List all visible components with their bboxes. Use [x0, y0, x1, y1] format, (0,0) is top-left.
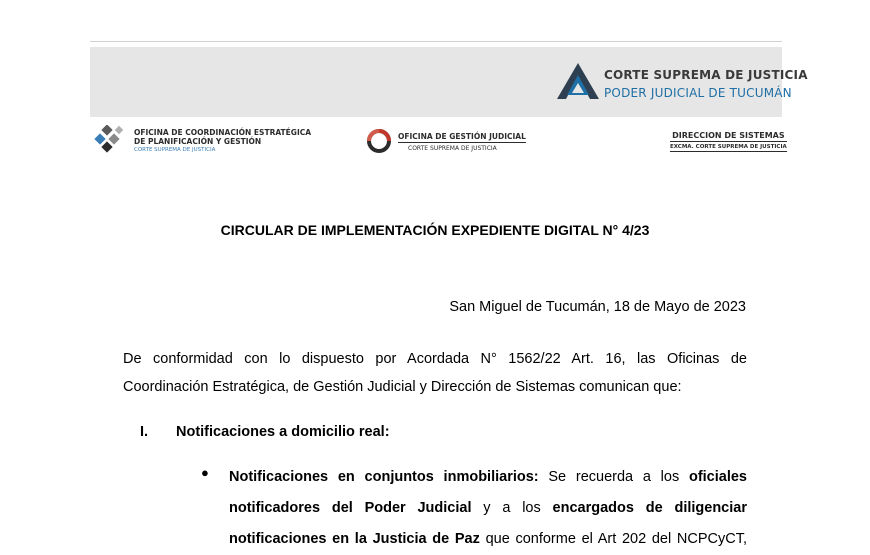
text: que conforme el Art 202 del NCPCyCT, [479, 531, 747, 547]
ocej-line3: CORTE SUPREMA DE JUSTICIA [134, 147, 216, 153]
bold-text: encargados de diligenciar [552, 500, 747, 516]
top-rule [90, 41, 782, 42]
court-name: CORTE SUPREMA DE JUSTICIA [604, 68, 808, 82]
ogj-line1: OFICINA DE GESTIÓN JUDICIAL [398, 132, 526, 141]
document-date: San Miguel de Tucumán, 18 de Mayo de 2023 [449, 299, 746, 315]
bold-text: notificaciones en la Justicia de Paz [229, 531, 480, 547]
section-number: I. [140, 424, 149, 440]
ds-underline [670, 151, 787, 152]
ocej-diamond-icon [94, 125, 126, 157]
intro-line-2: Coordinación Estratégica, de Gestión Judicial y Dirección de Sistemas comunican que: [123, 379, 682, 395]
ds-line2: EXCMA. CORTE SUPREMA DE JUSTICIA [670, 144, 787, 150]
bullet-line-1 [229, 462, 747, 493]
ocej-line1: OFICINA DE COORDINACIÓN ESTRATÉGICA [134, 128, 312, 137]
ds-line1: DIRECCION DE SISTEMAS [670, 131, 787, 142]
ogj-line2: CORTE SUPREMA DE JUSTICIA [408, 145, 497, 152]
court-triangle-logo-icon [555, 61, 601, 101]
letterhead-band [90, 47, 808, 117]
bullet-line-2 [229, 493, 747, 524]
intro-line-1: De conformidad con lo dispuesto por Acordada N° 1562/22 Art. 16, las Oficinas de [123, 351, 747, 367]
intro-paragraph [123, 345, 747, 401]
bold-text: notificadores del Poder Judicial [229, 500, 472, 516]
text: y a los [471, 500, 553, 516]
section-title: Notificaciones a domicilio real: [176, 424, 390, 440]
bold-text: oficiales [688, 469, 747, 485]
ogj-ring-icon [366, 128, 392, 154]
bullet-line-3 [229, 524, 747, 555]
ocej-line2: DE PLANIFICACIÓN Y GESTIÓN [134, 137, 262, 146]
court-subname: PODER JUDICIAL DE TUCUMÁN [604, 86, 792, 100]
ds-logo [670, 131, 787, 152]
bold-text: Notificaciones en conjuntos inmobiliarios: [229, 469, 539, 485]
text: Se recuerda a los [538, 469, 689, 485]
bullet-dot: ● [201, 465, 209, 480]
bullet-paragraph [229, 462, 747, 555]
document-title: CIRCULAR DE IMPLEMENTACIÓN EXPEDIENTE DIGITAL N° 4/23 [220, 222, 650, 238]
